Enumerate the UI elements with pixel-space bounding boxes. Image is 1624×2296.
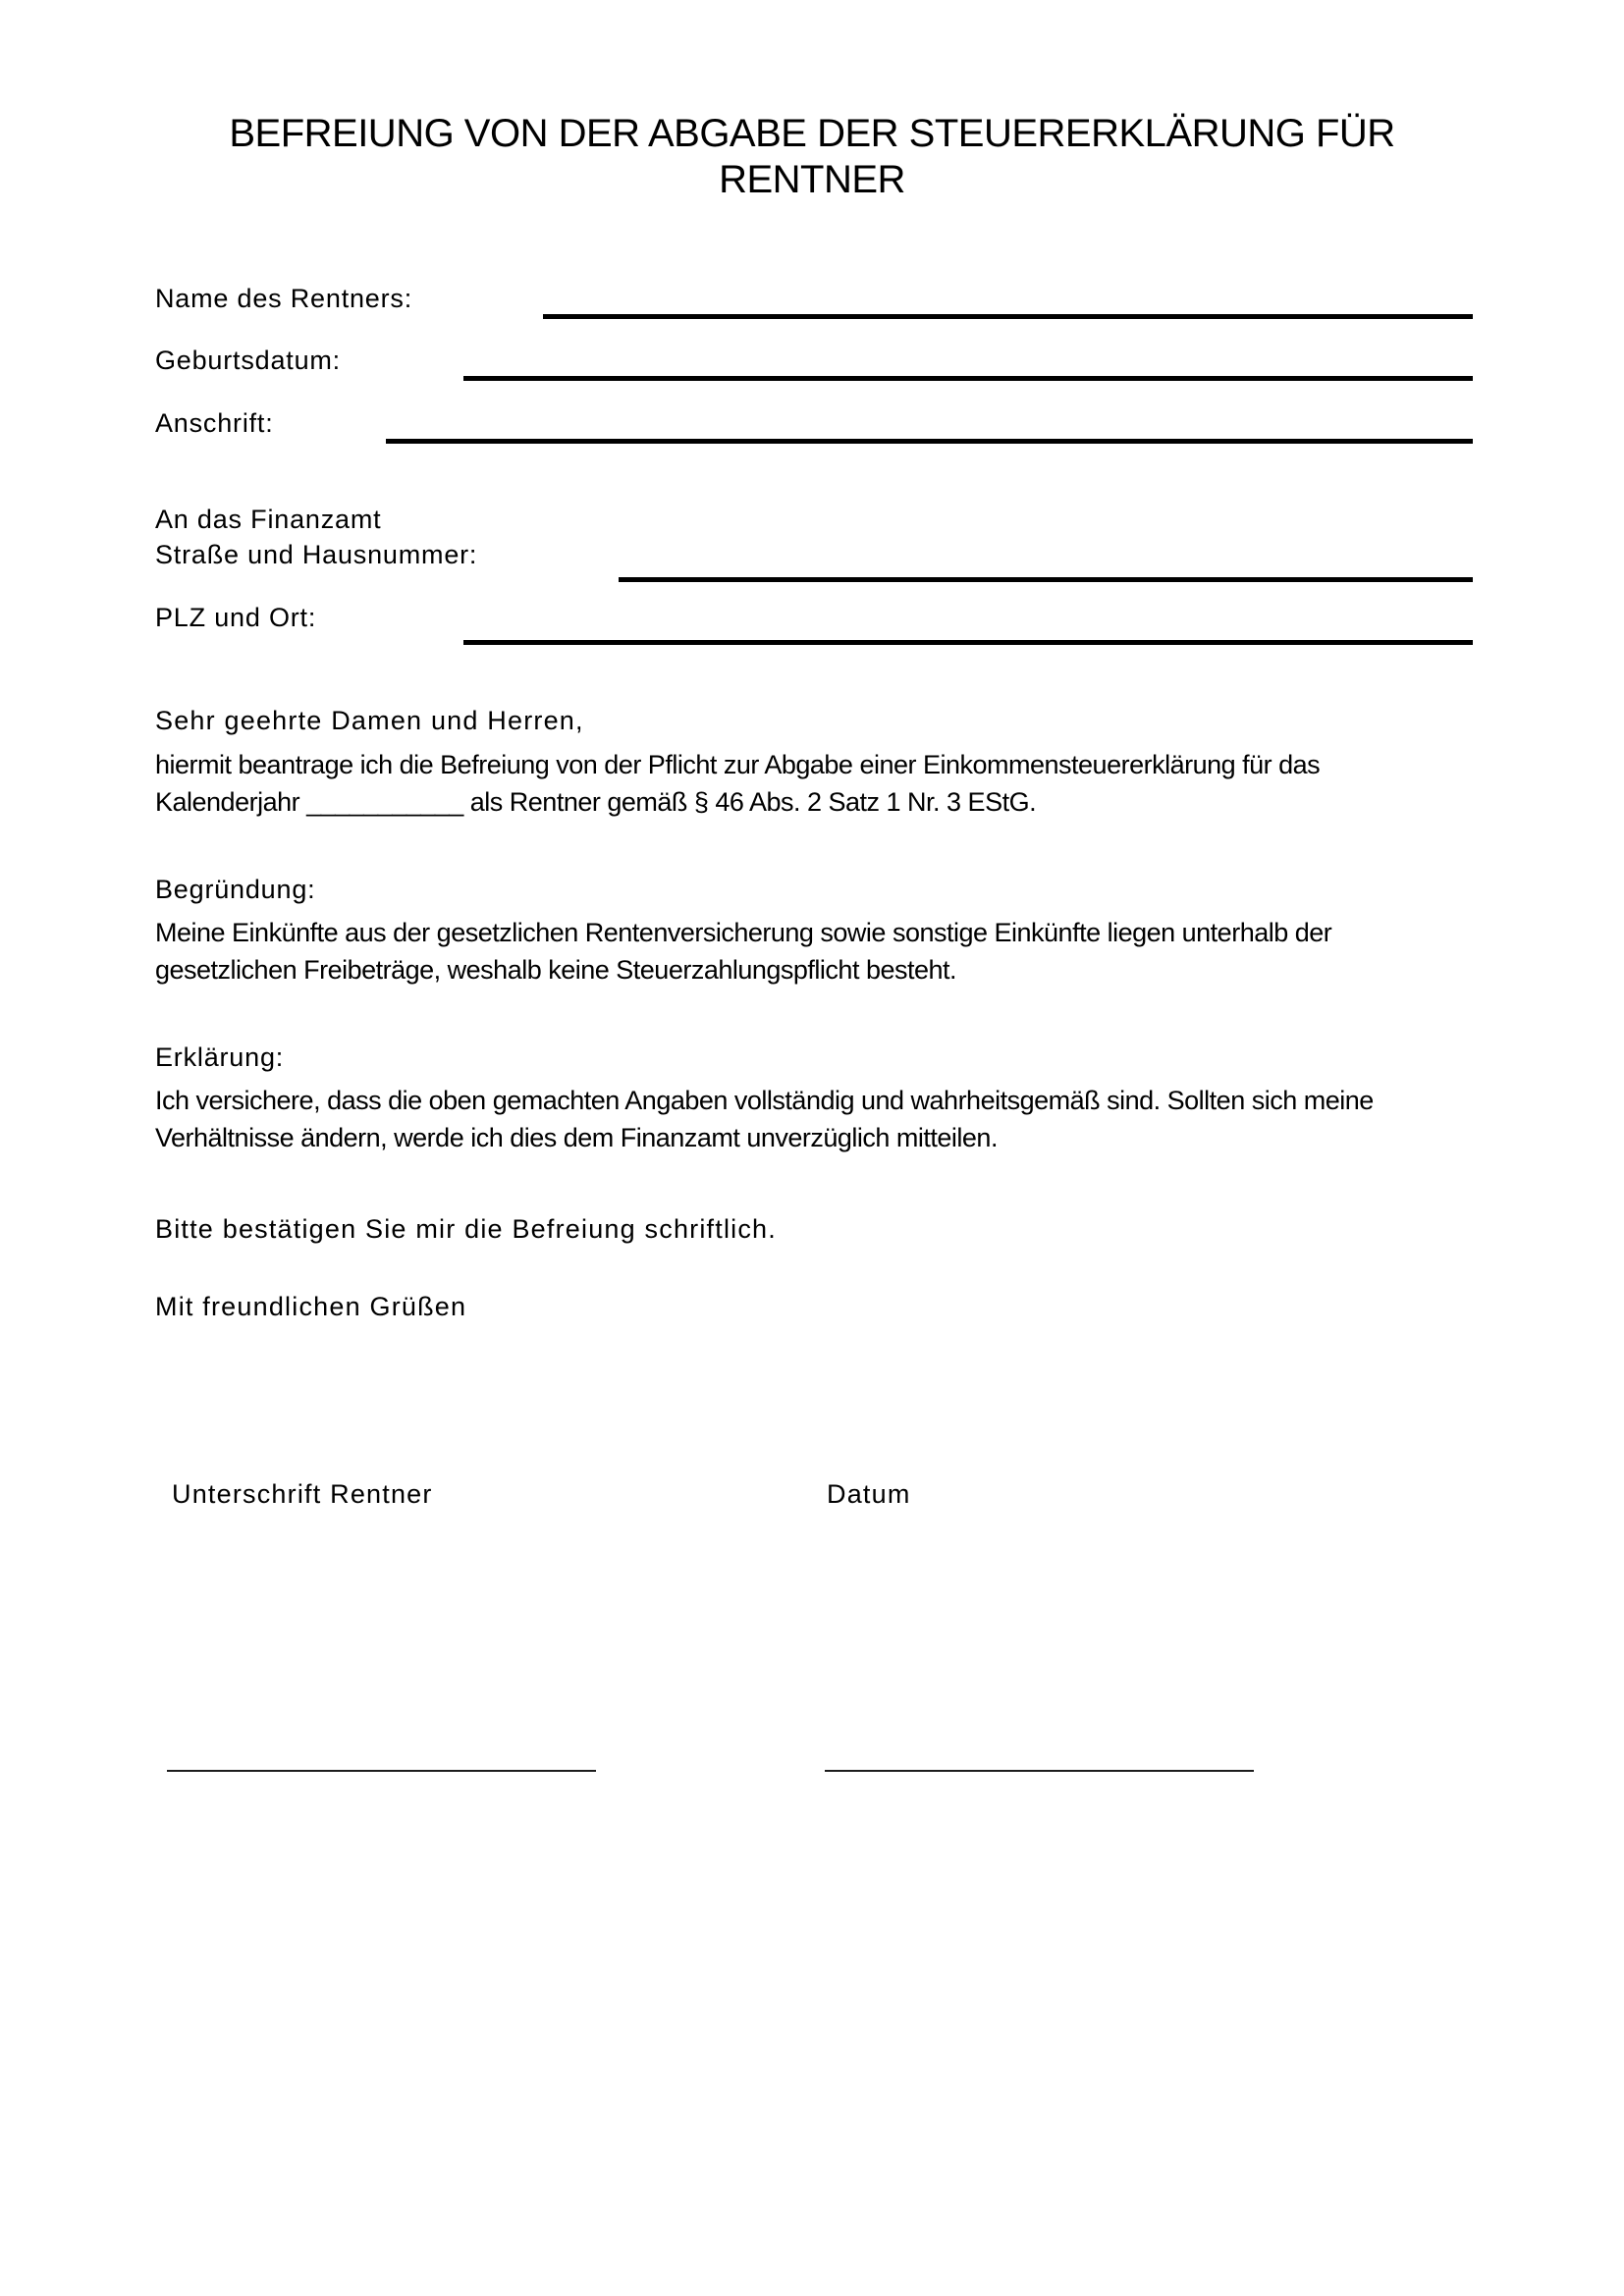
closing: Mit freundlichen Grüßen [155,1292,467,1321]
finanzamt-heading: An das Finanzamt [155,505,382,534]
confirmation-request: Bitte bestätigen Sie mir die Befreiung schriftlich. [155,1214,777,1244]
declaration-line1: Ich versichere, dass die oben gemachten Angaben vollständig und wahrheitsgemäß sind. Sollten sich meine [155,1086,1374,1115]
birthdate-label: Geburtsdatum: [155,346,341,375]
name-label: Name des Rentners: [155,284,413,313]
name-fill-line[interactable] [543,314,1473,319]
signature-line[interactable] [167,1770,596,1772]
reason-line1: Meine Einkünfte aus der gesetzlichen Rentenversicherung sowie sonstige Einkünfte liegen unterhalb der [155,918,1332,947]
request-paragraph-line1: hiermit beantrage ich die Befreiung von der Pflicht zur Abgabe einer Einkommensteuererklärung für das [155,750,1321,779]
street-label: Straße und Hausnummer: [155,540,478,569]
street-fill-line[interactable] [619,577,1473,582]
signature-label: Unterschrift Rentner [172,1479,433,1509]
birthdate-fill-line[interactable] [463,376,1473,381]
page-title-line1: BEFREIUNG VON DER ABGABE DER STEUERERKLÄRUNG FÜR [229,112,1395,155]
reason-line2: gesetzlichen Freibeträge, weshalb keine Steuerzahlungspflicht besteht. [155,955,957,985]
address-fill-line[interactable] [386,439,1473,444]
city-fill-line[interactable] [463,640,1473,645]
declaration-line2: Verhältnisse ändern, werde ich dies dem Finanzamt unverzüglich mitteilen. [155,1123,998,1152]
date-label: Datum [827,1479,911,1509]
declaration-heading: Erklärung: [155,1042,285,1072]
request-paragraph-line2: Kalenderjahr ___________ als Rentner gemäß § 46 Abs. 2 Satz 1 Nr. 3 EStG. [155,787,1037,817]
salutation: Sehr geehrte Damen und Herren, [155,706,584,735]
page-title-line2: RENTNER [719,158,905,201]
address-label: Anschrift: [155,408,274,438]
city-label: PLZ und Ort: [155,603,317,632]
reason-heading: Begründung: [155,875,316,904]
date-line[interactable] [825,1770,1254,1772]
